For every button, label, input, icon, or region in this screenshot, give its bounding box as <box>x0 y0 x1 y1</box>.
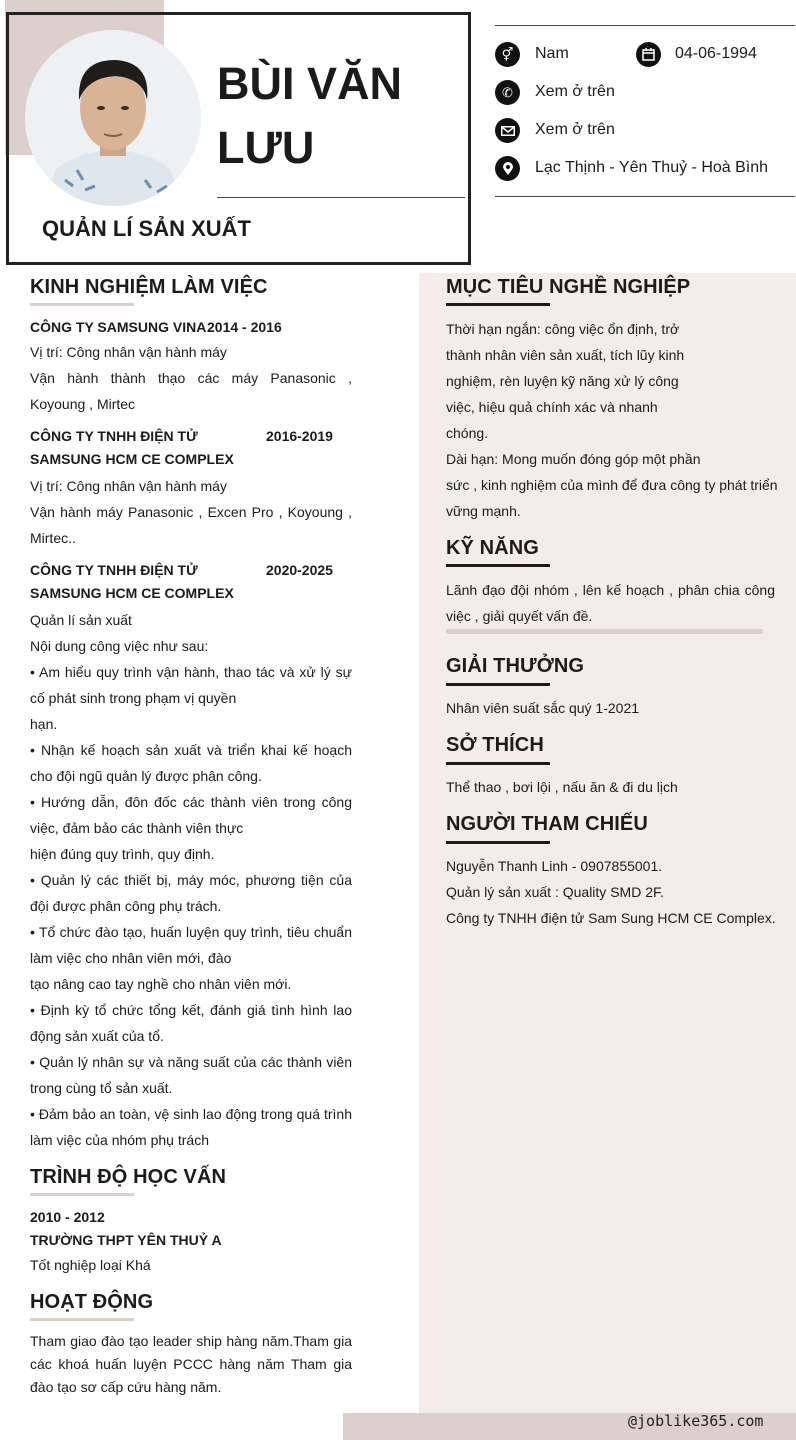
references-text <box>446 853 776 931</box>
job-line: • Quản lý nhân sự và năng suất của các thành viên trong cùng tổ sản xuất. <box>30 1054 352 1096</box>
job-line: • Hướng dẫn, đôn đốc các thành viên trong công việc, đảm bảo các thành viên thực <box>30 794 352 836</box>
objective-text <box>446 316 778 524</box>
activities-text: Tham giao đào tạo leader ship hàng năm.Tham gia các khoá huấn luyện PCCC hàng năm Tham gia đào tạo sơ cấp cứu hàng năm. <box>30 1333 352 1395</box>
phone-value: Xem ở trên <box>535 83 615 100</box>
reference-line: Quản lý sản xuất : Quality SMD 2F. <box>446 884 664 900</box>
job-title: QUẢN LÍ SẢN XUẤT <box>42 216 251 241</box>
job-company: CÔNG TY SAMSUNG VINA <box>30 319 207 335</box>
skills-title: KỸ NĂNG <box>446 537 539 559</box>
objective-line: việc, hiệu quả chính xác và nhanh <box>446 399 658 415</box>
job-period: 2014 - 2016 <box>207 319 282 335</box>
job-line: Nội dung công việc như sau: <box>30 638 209 654</box>
location-icon <box>495 156 520 181</box>
address-value: Lạc Thịnh - Yên Thuỷ - Hoà Bình <box>535 159 769 176</box>
education-underline <box>30 1193 134 1196</box>
job-line: Vận hành máy Panasonic , Excen Pro , Koyoung , Mirtec.. <box>30 504 352 546</box>
reference-line: Công ty TNHH điện tử Sam Sung HCM CE Complex. <box>446 910 776 926</box>
contact-bottom-divider <box>495 196 795 197</box>
watermark: @joblike365.com <box>628 1412 764 1430</box>
job-line: • Đảm bảo an toàn, vệ sinh lao động trong quá trình làm việc của nhóm phụ trách <box>30 1106 352 1148</box>
job-company: SAMSUNG HCM CE COMPLEX <box>30 585 234 601</box>
job-company: SAMSUNG HCM CE COMPLEX <box>30 451 234 467</box>
full-name: BÙI VĂN LƯU <box>217 58 403 173</box>
name-divider <box>217 197 465 198</box>
objective-underline <box>446 303 550 306</box>
objective-line: nghiệm, rèn luyện kỹ năng xử lý công <box>446 373 679 389</box>
activities-underline <box>30 1318 134 1321</box>
job-line: • Tổ chức đào tạo, huấn luyện quy trình, tiêu chuẩn làm việc cho nhân viên mới, đào <box>30 924 352 966</box>
job-description <box>30 607 352 1153</box>
activities-title: HOẠT ĐỘNG <box>30 1291 154 1313</box>
education-period: 2010 - 2012 <box>30 1209 105 1225</box>
skills-text: Lãnh đạo đội nhóm , lên kế hoạch , phân chia công việc , giải quyết vấn đề. <box>446 582 775 624</box>
gender-value: Nam <box>535 45 569 62</box>
references-title: NGƯỜI THAM CHIẾU <box>446 813 648 835</box>
job-period: 2020-2025 <box>266 562 333 578</box>
objective-line: Dài hạn: Mong muốn đóng góp một phần <box>446 451 701 467</box>
objective-title: MỤC TIÊU NGHỀ NGHIỆP <box>446 276 691 298</box>
job-line: hạn. <box>30 716 58 732</box>
education-result: Tốt nghiệp loại Khá <box>30 1257 151 1273</box>
job-line: tạo nâng cao tay nghề cho nhân viên mới. <box>30 976 292 992</box>
awards-title: GIẢI THƯỞNG <box>446 655 585 677</box>
job-line: • Quản lý các thiết bị, máy móc, phương tiện của đội được phân công phụ trách. <box>30 872 352 914</box>
job-line: • Nhận kế hoạch sản xuất và triển khai kế hoạch cho đội ngũ quản lý được phân công. <box>30 742 352 784</box>
phone-icon: ✆ <box>495 80 520 105</box>
objective-line: thành nhân viên sản xuất, tích lũy kinh <box>446 347 685 363</box>
education-title: TRÌNH ĐỘ HỌC VẤN <box>30 1166 227 1188</box>
job-company: CÔNG TY TNHH ĐIỆN TỬ <box>30 562 198 578</box>
objective-line: sức , kinh nghiệm của mình để đưa công ty phát triển <box>446 477 778 493</box>
email-icon <box>495 118 520 143</box>
objective-line: Thời hạn ngắn: công việc ổn định, trở <box>446 321 680 337</box>
skills-underline <box>446 564 550 567</box>
calendar-icon <box>636 42 661 67</box>
job-line: Quản lí sản xuất <box>30 612 132 628</box>
contact-top-divider <box>495 25 795 26</box>
skill-level-bar <box>446 629 763 634</box>
hobbies-title: SỞ THÍCH <box>446 734 544 756</box>
job-period: 2016-2019 <box>266 428 333 444</box>
job-line: Vận hành thành thạo các máy Panasonic , Koyoung , Mirtec <box>30 370 352 412</box>
job-line: • Am hiểu quy trình vận hành, thao tác và xử lý sự cố phát sinh trong phạm vị quyền <box>30 664 352 706</box>
portrait-illustration <box>25 30 201 206</box>
job-line: Vị trí: Công nhân vận hành máy <box>30 344 227 360</box>
education-school: TRƯỜNG THPT YÊN THUỶ A <box>30 1232 222 1248</box>
hobbies-text: Thể thao , bơi lội , nấu ăn & đi du lịch <box>446 779 678 795</box>
references-underline <box>446 841 550 844</box>
job-line: Vị trí: Công nhân vận hành máy <box>30 478 227 494</box>
objective-line: vững mạnh. <box>446 503 521 519</box>
job-line: • Định kỳ tổ chức tổng kết, đánh giá tình hình lao động sản xuất của tổ. <box>30 1002 352 1044</box>
objective-line: chóng. <box>446 425 489 441</box>
job-line: hiện đúng quy trình, quy định. <box>30 846 215 862</box>
awards-text: Nhân viên suất sắc quý 1-2021 <box>446 700 640 716</box>
birthday-value: 04-06-1994 <box>675 45 757 62</box>
awards-underline <box>446 683 550 686</box>
gender-icon: ⚥ <box>495 42 520 67</box>
job-company: CÔNG TY TNHH ĐIỆN TỬ <box>30 428 198 444</box>
email-value: Xem ở trên <box>535 121 615 138</box>
experience-title: KINH NGHIỆM LÀM VIỆC <box>30 276 268 298</box>
avatar <box>25 30 201 206</box>
reference-line: Nguyễn Thanh Linh - 0907855001. <box>446 858 663 874</box>
hobbies-underline <box>446 762 550 765</box>
experience-underline <box>30 303 134 306</box>
